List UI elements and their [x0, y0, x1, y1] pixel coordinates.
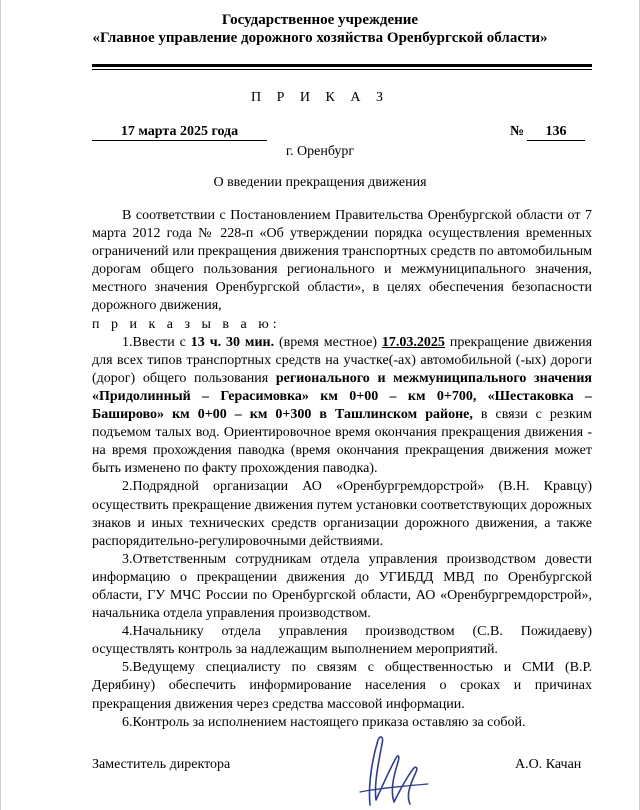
p1-text-a: 1.Ввести с [122, 334, 191, 350]
page-edge-left [0, 0, 1, 810]
org-name-line2: «Главное управление дорожного хозяйства Оренбургской области» [92, 30, 548, 46]
paragraph-4: 4.Начальнику отдела управления производством (С.В. Пожидаеву) осуществлять контроль за надлежащим выполнением мероприятий. [92, 624, 592, 658]
p1-date: 17.03.2025 [381, 334, 445, 350]
number-sign: № [510, 124, 525, 139]
city: г. Оренбург [285, 144, 355, 159]
paragraph-1 [92, 334, 592, 479]
order-number: 136 [527, 124, 585, 141]
paragraph-5: 5.Ведущему специалисту по связям с общественностью и СМИ (В.Р. Дерябину) обеспечить информирование населения о сроках и причинах прекращения движения через средства массовой информации. [92, 660, 592, 712]
order-date: 17 марта 2025 года [92, 124, 267, 141]
order-body [92, 207, 592, 732]
paragraph-3: 3.Ответственным сотрудникам отдела управления производством довести информацию о прекращении движения до УГИБДД МВД по Оренбургской области, ГУ МЧС России по Оренбургской области, АО «Оренбургремдорстрой», начальника отдела управления производством. [92, 551, 592, 622]
order-word: п р и к а з ы в а ю: [92, 316, 281, 332]
signer-name: А.О. Качан [515, 757, 582, 772]
signer-position: Заместитель директора [92, 757, 231, 772]
order-subject: О введении прекращения движения [213, 175, 427, 190]
p1-road-section: регионального и межмуниципального значения «Придолинный – Герасимовка» км 0+00 – км 0+700, «Шестаковка – Баширово» км 0+00 – км 0+300 в Ташлинском районе, [92, 370, 593, 423]
intro-paragraph: В соответствии с Постановлением Правительства Оренбургской области от 7 марта 2012 года № 228-п «Об утверждении порядка осуществления временных ограничений или прекращения движения транспортных средств по автомобильным дорогам общего пользования регионального и межмуниципального значения, местного значения Оренбургской области», в целях обеспечения безопасности дорожного движения, [92, 208, 592, 314]
paragraph-6: 6.Контроль за исполнением настоящего приказа оставляю за собой. [122, 714, 526, 730]
header-rule-thick [92, 64, 592, 67]
p1-time: 13 ч. 30 мин. [190, 334, 275, 350]
paragraph-2: 2.Подрядной организации АО «Оренбургремдорстрой» (В.Н. Кравцу) осуществить прекращение движения путем установки соответствующих дорожных знаков и иных технических средств организации дорожного движения, а также распорядительно-регулировочными действиями. [92, 479, 592, 549]
handwritten-signature [330, 730, 440, 810]
header-rule-thin [92, 69, 592, 70]
document-type: П Р И К А З [251, 90, 389, 105]
org-name-line1: Государственное учреждение [221, 12, 419, 28]
p1-text-d: в связи с резким подъемом талых вод. Ориентировочное время окончания прекращения движения - на время прохождения паводка (время окончания прекращения движения может быть изменено по факту прохождения паводка). [92, 407, 592, 477]
p1-text-b: (время местное) [274, 334, 382, 350]
p1-text-c: прекращение движения для всех типов транспортных средств на участке(-ах) автомобильной (-ых) дороги (дорог) общего пользования [92, 334, 593, 386]
